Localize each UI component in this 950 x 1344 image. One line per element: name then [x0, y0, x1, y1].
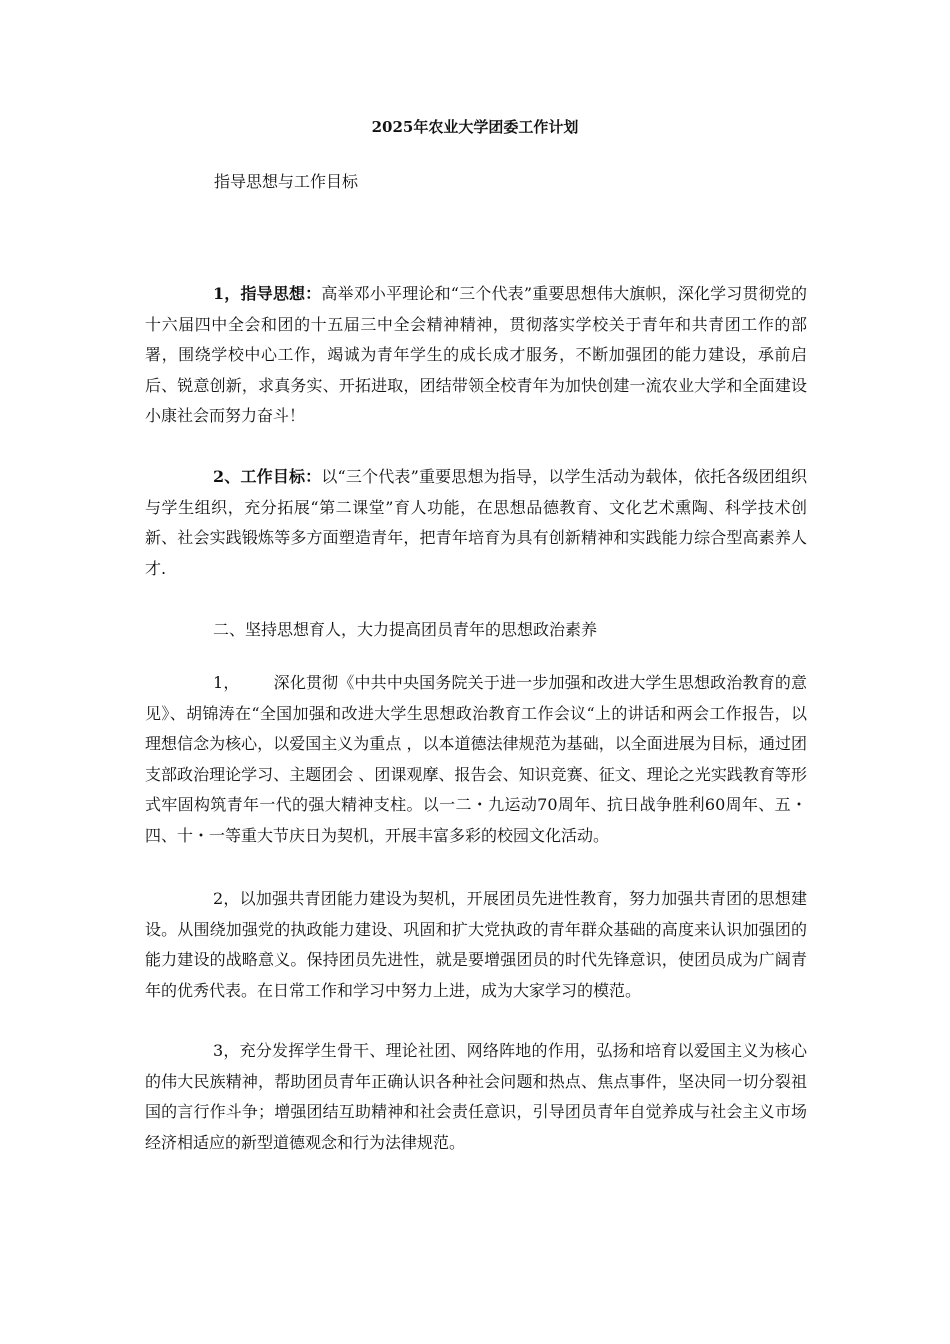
document-title: 2025年农业大学团委工作计划 [371, 118, 579, 136]
section-heading: 二、坚持思想育人，大力提高团员青年的思想政治素养 [213, 620, 598, 639]
paragraph-lead: 2、工作目标： [213, 467, 322, 486]
paragraph-lead: 1，指导思想： [213, 284, 322, 303]
list-item-1 [145, 668, 807, 851]
list-item-2: 2，以加强共青团能力建设为契机，开展团员先进性教育，努力加强共青团的思想建设。从围绕加强党的执政能力建设、巩固和扩大党执政的青年群众基础的高度来认识加强团的能力建设的战略意义。保持团员先进性，就是要增强团员的时代先锋意识，使团员成为广阔青年的优秀代表。在日常工作和学习中努力上进，成为大家学习的模范。 [145, 889, 807, 1000]
document-subtitle: 指导思想与工作目标 [214, 172, 359, 191]
list-item-3: 3，充分发挥学生骨干、理论社团、网络阵地的作用，弘扬和培育以爱国主义为核心的伟大民族精神，帮助团员青年正确认识各种社会问题和热点、焦点事件，坚决同一切分裂祖国的言行作斗争；增强团结互助精神和社会责任意识，引导团员青年自觉养成与社会主义市场经济相适应的新型道德观念和行为法律规范。 [145, 1041, 807, 1152]
paragraph-work-goals [145, 462, 807, 584]
paragraph-text: 高举邓小平理论和“三个代表”重要思想伟大旗帜，深化学习贯彻党的十六届四中全会和团的十五届三中全会精神精神，贯彻落实学校关于青年和共青团工作的部署，围绕学校中心工作，竭诚为青年学生的成长成才服务，不断加强团的能力建设，承前启后、锐意创新，求真务实、开拓进取，团结带领全校青年为加快创建一流农业大学和全面建设小康社会而努力奋斗！ [145, 284, 807, 425]
list-item-text: 深化贯彻《中共中央国务院关于进一步加强和改进大学生思想政治教育的意见》、胡锦涛在“全国加强和改进大学生思想政治教育工作会议“上的讲话和两会工作报告，以理想信念为核心，以爱国主义为重点 ，以本道德法律规范为基础，以全面进展为目标，通过团支部政治理论学习、主题团会 、团课观摩、报告会、知识竞赛、征文、理论之光实践教育等形式牢固构筑青年一代的强大精神支柱。以一二・九运动70周年、抗日战争胜利60周年、五・四、十・一等重大节庆日为契机，开展丰富多彩的校园文化活动。 [145, 673, 807, 845]
paragraph-text: 以“三个代表”重要思想为指导，以学生活动为载体，依托各级团组织与学生组织，充分拓展“第二课堂”育人功能，在思想品德教育、文化艺术熏陶、科学技术创新、社会实践锻炼等多方面塑造青年，把青年培育为具有创新精神和实践能力综合型高素养人才. [145, 467, 807, 578]
list-item-number: 1， [213, 673, 240, 692]
paragraph-guiding-ideology [145, 279, 807, 432]
